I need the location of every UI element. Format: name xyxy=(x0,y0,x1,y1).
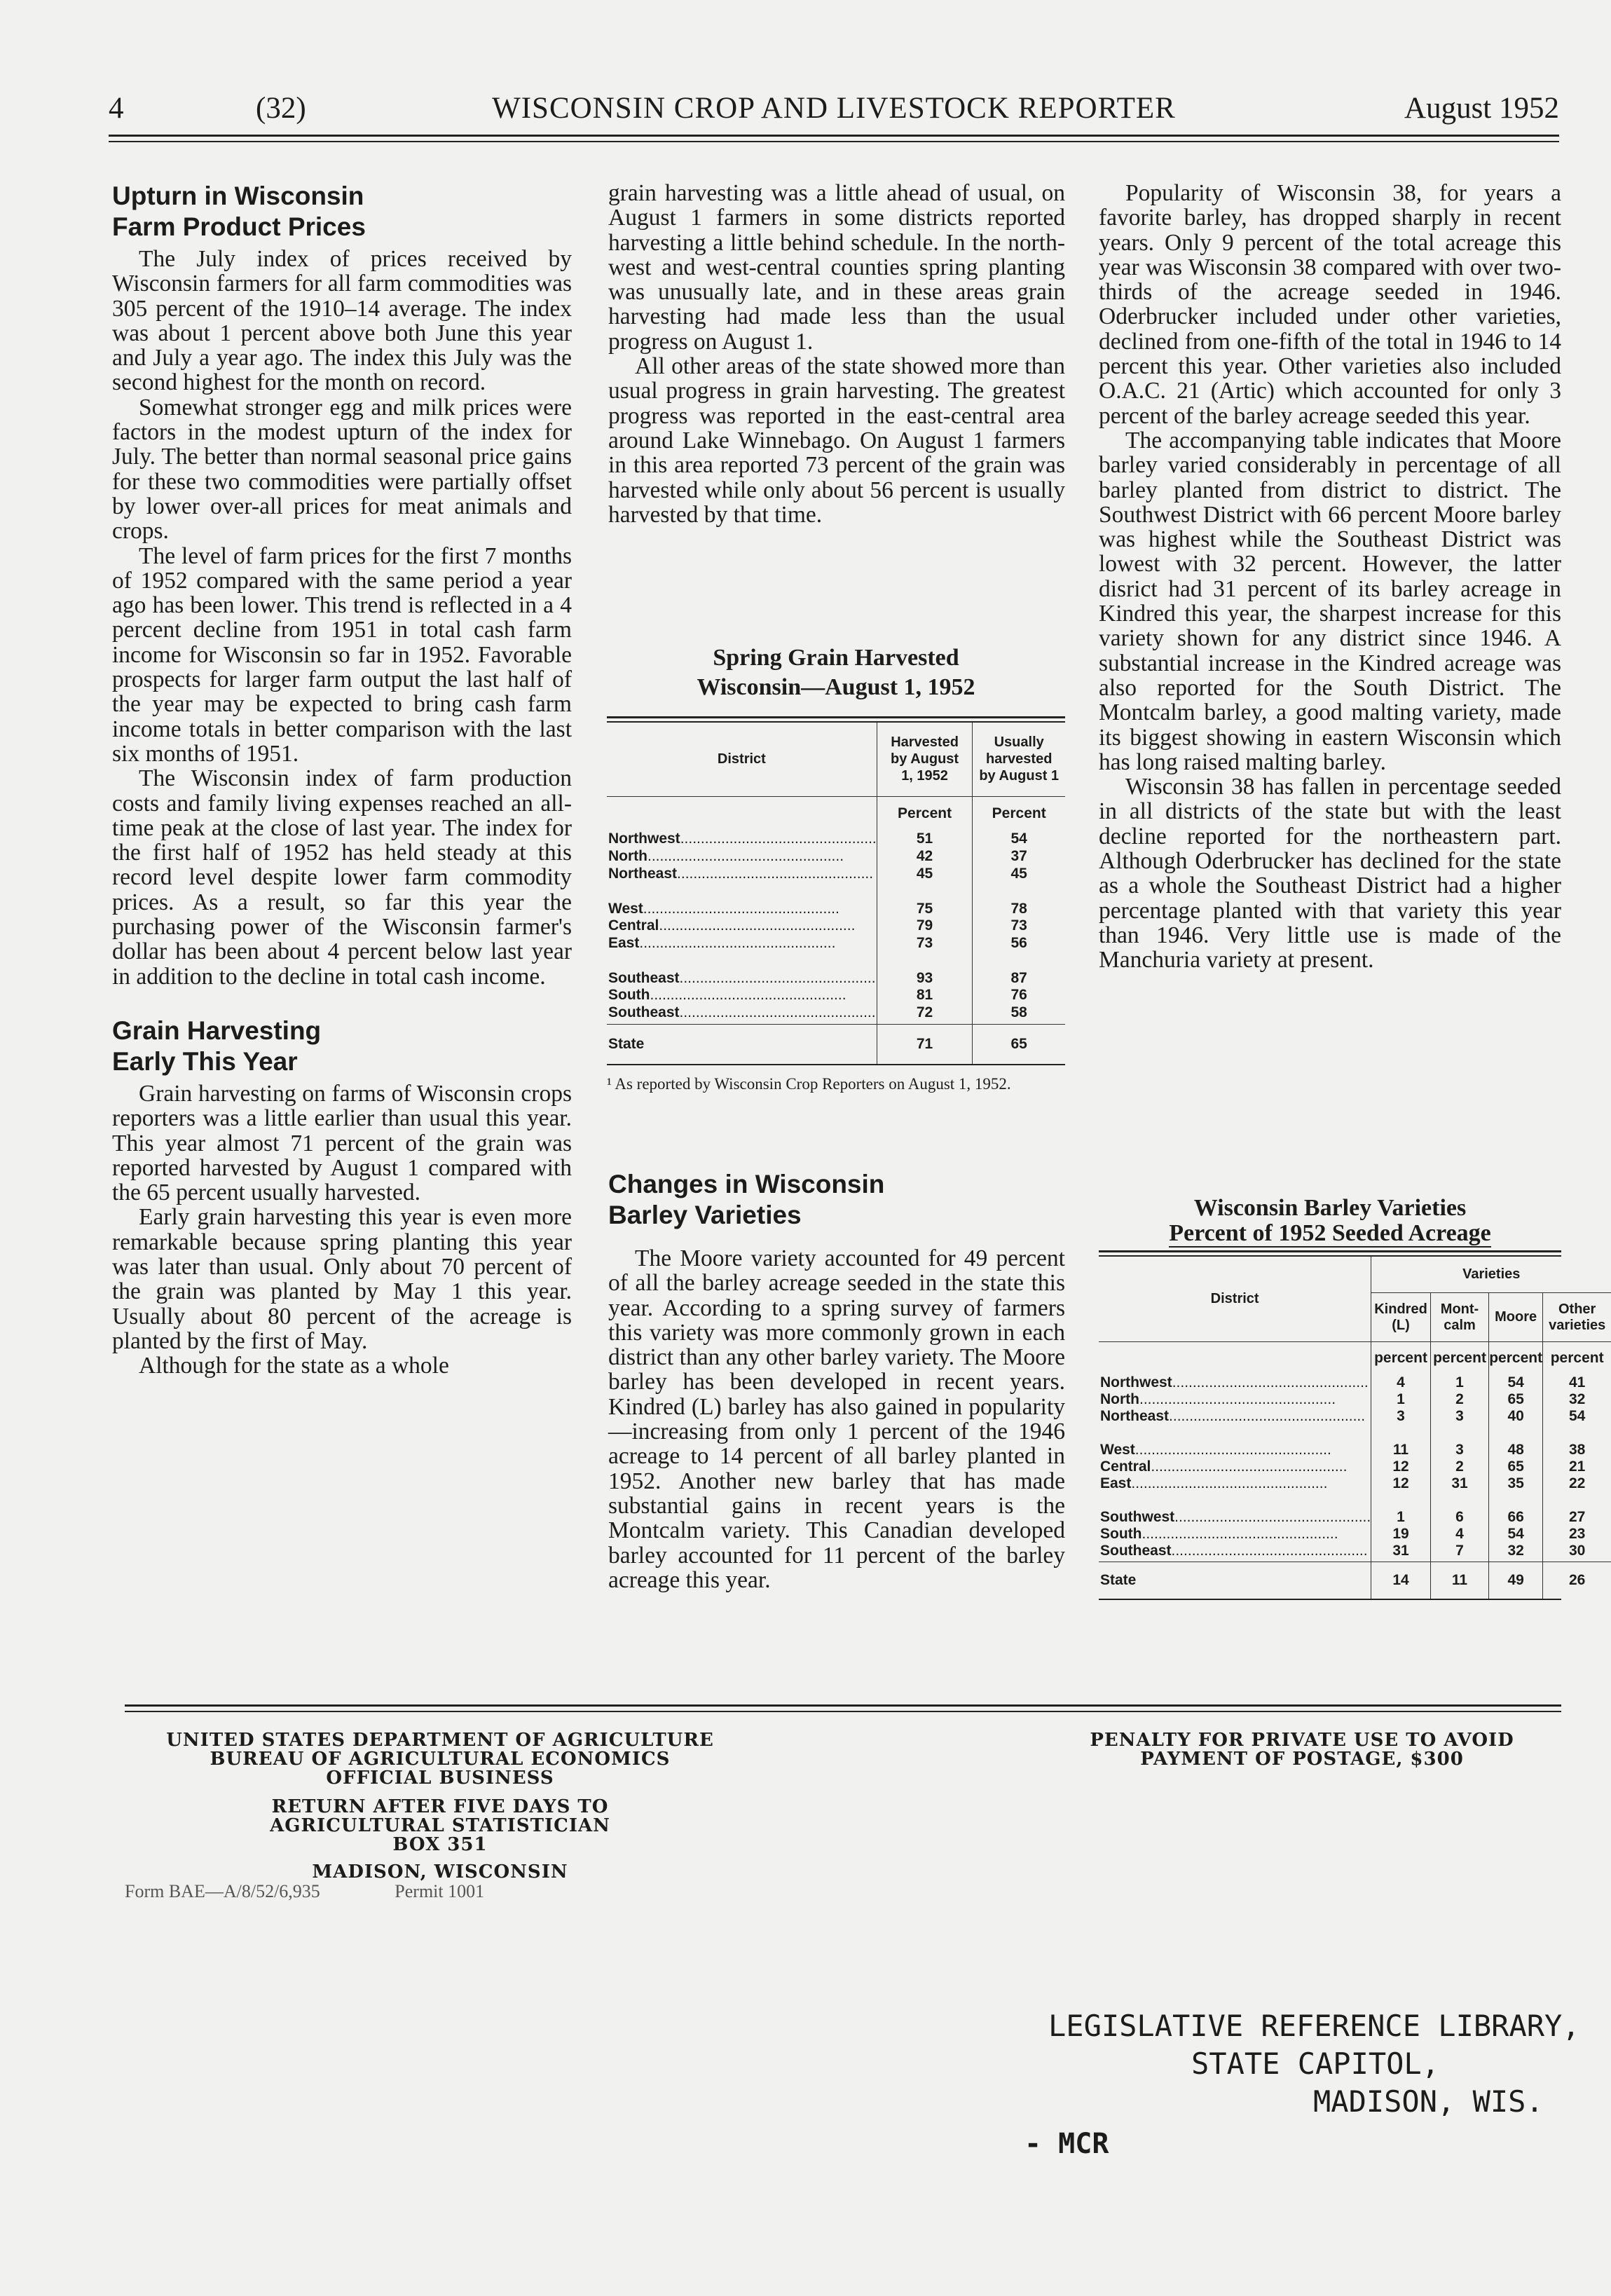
grain-value: 75 xyxy=(877,886,973,917)
barley-value: 66 xyxy=(1489,1495,1543,1526)
grain-unit: Percent xyxy=(877,797,973,831)
barley-value: 2 xyxy=(1430,1458,1488,1475)
leader-dots: ................................................ xyxy=(679,1004,876,1020)
leader-dots: ................................................ xyxy=(1131,1475,1328,1491)
barley-unit: percent xyxy=(1489,1342,1543,1374)
barley-state-label: State xyxy=(1100,1571,1137,1588)
header-rule-bottom xyxy=(109,141,1559,142)
barley-value: 4 xyxy=(1371,1374,1431,1391)
barley-row xyxy=(1099,1408,1611,1425)
grain-value: 58 xyxy=(973,1004,1065,1022)
penalty-line: PENALTY FOR PRIVATE USE TO AVOID xyxy=(1090,1730,1514,1751)
grain-table-footnote: ¹ As reported by Wisconsin Crop Reporters on August 1, 1952. xyxy=(607,1074,1011,1093)
grain-district xyxy=(607,935,877,952)
article-barley-heading: Changes in Wisconsin Barley Varieties xyxy=(608,1170,885,1229)
mailing-line: MADISON, WISCONSIN xyxy=(312,1861,568,1882)
leader-dots: ................................................ xyxy=(1139,1390,1336,1407)
leader-dots: ................................................ xyxy=(1172,1374,1369,1390)
barley-value: 7 xyxy=(1430,1543,1488,1559)
page-number: 4 xyxy=(109,92,124,125)
grain-row xyxy=(607,831,1065,848)
barley-value: 11 xyxy=(1371,1428,1431,1458)
mailing-line: BUREAU OF AGRICULTURAL ECONOMICS xyxy=(210,1749,671,1770)
grain-table xyxy=(607,723,1065,1064)
penalty-block xyxy=(1036,1731,1568,1769)
leader-dots: ................................................ xyxy=(677,866,874,882)
grain-unit: Percent xyxy=(973,797,1065,831)
grain-paragraph: All other areas of the state showed more than usual progress in grain harvesting. The greatest progress was reported in the east-central area around Lake Winnebago. On August 1 farmers in this area reported 73 percent of the grain was harvested while only about 56 percent is usually harvested by that time. xyxy=(608,353,1065,528)
leader-dots: ................................................ xyxy=(1142,1525,1338,1542)
grain-row xyxy=(607,935,1065,952)
grain-value: 73 xyxy=(877,935,973,952)
barley-value: 12 xyxy=(1371,1475,1431,1492)
barley-value: 54 xyxy=(1489,1374,1543,1391)
grain-col-usually: Usually harvested by August 1 xyxy=(973,723,1065,797)
grain-row xyxy=(607,955,1065,987)
barley-row xyxy=(1099,1374,1611,1391)
barley-district xyxy=(1099,1374,1371,1391)
barley-district xyxy=(1099,1391,1371,1408)
barley-paragraph: The Moore variety accounted for 49 percent of all the barley acreage seeded in the state this year. According to a spring survey of farmers this variety was more commonly grown in each district than any other barley variety. The Moore barley has been developed in recent years. Kindred (L) barley has also gained in popularity—increasing from only 1 percent of the 1946 acreage to 14 percent of all barley planted in 1952. Another new barley that has made substantial gains in recent years is the Montcalm variety. This Canadian developed barley accounted for 11 percent of the barley acreage this year. xyxy=(608,1245,1065,1593)
grain-value: 37 xyxy=(973,848,1065,866)
publication-title: WISCONSIN CROP AND LIVESTOCK REPORTER xyxy=(492,92,1176,125)
issue-number: (32) xyxy=(256,92,306,125)
leader-dots: ................................................ xyxy=(1151,1458,1348,1475)
leader-dots: ................................................ xyxy=(1169,1407,1366,1424)
grain-value: 81 xyxy=(877,987,973,1004)
barley-district-label: East xyxy=(1100,1475,1132,1491)
barley-row xyxy=(1099,1475,1611,1492)
barley-district-label: West xyxy=(1100,1441,1135,1458)
barley-col-kindred: Kindred (L) xyxy=(1371,1293,1431,1342)
barley-col-district: District xyxy=(1099,1257,1371,1342)
barley-paragraph: Popularity of Wisconsin 38, for years a favorite barley, has dropped sharply in recent years. Only 9 percent of the total acreage this year was Wisconsin 38 compared with over two-thirds of the acreage seeded in 1946. Oderbrucker included under other varieties, declined from one-fifth of the total in 1946 to 14 percent this year. Other varieties also included O.A.C. 21 (Artic) which accounted for only 3 percent of the barley acreage seeded this year. xyxy=(1099,180,1561,429)
form-number: Form BAE—A/8/52/6,935 xyxy=(125,1881,320,1901)
leader-dots: ................................................ xyxy=(680,831,877,847)
grain-value: 79 xyxy=(877,917,973,935)
grain-table-block xyxy=(607,643,1065,1093)
grain-value: 51 xyxy=(877,831,973,848)
barley-value: 22 xyxy=(1543,1475,1611,1492)
prices-paragraph: The July index of prices received by Wisconsin farmers for all farm commodities was 305 percent of the 1910–14 average. The index was about 1 percent above both June this year and July a year ago. The index this July was the second highest for the month on record. xyxy=(112,246,572,396)
grain-row xyxy=(607,987,1065,1004)
grain-district xyxy=(607,955,877,987)
barley-value: 32 xyxy=(1543,1391,1611,1408)
grain-row xyxy=(607,848,1065,866)
grain-row xyxy=(607,1004,1065,1022)
grain-state-harvested: 71 xyxy=(877,1025,973,1064)
mailing-line: BOX 351 xyxy=(392,1834,488,1855)
barley-district-label: South xyxy=(1100,1525,1142,1542)
prices-paragraph: The Wisconsin index of farm production costs and family living expenses reached an all-time peak at the close of last year. The index for the first half of 1952 has held steady at this record level despite lower farm commodity prices. As a result, so far this year the purchasing power of the Wisconsin farmer's dollar has been about 4 percent below last year in addition to the decline in total cash income. xyxy=(112,765,572,990)
grain-value: 54 xyxy=(973,831,1065,848)
grain-district-label: West xyxy=(608,900,643,917)
barley-table xyxy=(1099,1257,1611,1599)
mailing-block xyxy=(125,1731,755,1901)
grain-value: 93 xyxy=(877,955,973,987)
barley-value: 6 xyxy=(1430,1495,1488,1526)
address-line: STATE CAPITOL, xyxy=(1191,2046,1440,2081)
grain-value: 87 xyxy=(973,955,1065,987)
grain-paragraph: Grain harvesting on farms of Wisconsin crops reporters was a little earlier than usual this year. This year almost 71 percent of the grain was reported harvested by August 1 compared with the 65 percent usually harvested. xyxy=(112,1080,572,1206)
column-2-lower xyxy=(608,1169,1065,1592)
barley-col-varieties: Varieties xyxy=(1371,1257,1611,1293)
leader-dots: ................................................ xyxy=(1171,1542,1368,1559)
grain-value: 45 xyxy=(973,866,1065,883)
permit-number: Permit 1001 xyxy=(395,1881,485,1901)
barley-value: 65 xyxy=(1489,1391,1543,1408)
barley-value: 40 xyxy=(1489,1408,1543,1425)
column-3 xyxy=(1099,181,1561,973)
barley-state-value: 49 xyxy=(1489,1562,1543,1599)
barley-row xyxy=(1099,1495,1611,1526)
footer-rule-top xyxy=(125,1704,1561,1707)
column-1 xyxy=(112,181,572,1378)
grain-value: 45 xyxy=(877,866,973,883)
issue-date: August 1952 xyxy=(1404,92,1559,125)
grain-district xyxy=(607,886,877,917)
barley-district xyxy=(1099,1408,1371,1425)
barley-table-title: Wisconsin Barley Varieties Percent of 1952 Seeded Acreage xyxy=(1169,1195,1491,1246)
barley-value: 31 xyxy=(1430,1475,1488,1492)
barley-district xyxy=(1099,1526,1371,1543)
grain-value: 76 xyxy=(973,987,1065,1004)
barley-value: 2 xyxy=(1430,1391,1488,1408)
column-2 xyxy=(608,181,1065,527)
barley-row xyxy=(1099,1428,1611,1458)
address-line: LEGISLATIVE REFERENCE LIBRARY, xyxy=(1048,2009,1580,2043)
grain-district xyxy=(607,831,877,848)
mailing-line: RETURN AFTER FIVE DAYS TO xyxy=(271,1796,609,1817)
grain-district-label: East xyxy=(608,935,640,951)
barley-value: 41 xyxy=(1543,1374,1611,1391)
barley-row xyxy=(1099,1458,1611,1475)
grain-paragraph: grain harvesting was a little ahead of usual, on August 1 farmers in some districts reported harvesting a little behind schedule. In the north-west and west-central counties spring planting was unusually late, and in these areas grain harvesting had made less than the usual progress on August 1. xyxy=(608,180,1065,355)
leader-dots: ................................................ xyxy=(679,969,876,986)
leader-dots: ................................................ xyxy=(643,900,839,917)
grain-col-district: District xyxy=(717,751,766,767)
grain-value: 73 xyxy=(973,917,1065,935)
grain-district-label: South xyxy=(608,987,650,1003)
barley-paragraph: The accompanying table indicates that Moore barley varied considerably in percentage of all barley planted from district to district. The Southwest District with 66 percent Moore barley was highest while the Southeast District was lowest with 32 percent. However, the latter disrict had 31 percent of its barley acreage in Kindred this year, the sharpest increase for this variety shown for any district since 1946. A substantial increase in the Kindred acreage was also reported for the South District. The Montcalm barley, a good malting variety, made its biggest showing in eastern Wisconsin which has long raised malting barley. xyxy=(1099,427,1561,775)
barley-value: 12 xyxy=(1371,1458,1431,1475)
barley-district-label: North xyxy=(1100,1390,1139,1407)
barley-col-other: Other varieties xyxy=(1543,1293,1611,1342)
barley-value: 30 xyxy=(1543,1543,1611,1559)
leader-dots: ................................................ xyxy=(639,935,836,951)
barley-value: 23 xyxy=(1543,1526,1611,1543)
grain-row xyxy=(607,866,1065,883)
barley-value: 54 xyxy=(1489,1526,1543,1543)
grain-state-usually: 65 xyxy=(973,1025,1065,1064)
grain-row xyxy=(607,917,1065,935)
barley-paragraph: Wisconsin 38 has fallen in percentage seeded in all districts of the state but with the least decline reported for the northeastern part. Although Oderbrucker has declined for the state as a whole the Southeast District had a higher percentage planted with that variety this year than 1946. Very little use is made of the Manchuria variety at present. xyxy=(1099,774,1561,973)
barley-value: 3 xyxy=(1430,1428,1488,1458)
barley-value: 21 xyxy=(1543,1458,1611,1475)
leader-dots: ................................................ xyxy=(650,987,846,1003)
barley-district xyxy=(1099,1543,1371,1559)
barley-value: 3 xyxy=(1430,1408,1488,1425)
article-prices-heading: Upturn in Wisconsin Farm Product Prices xyxy=(112,182,366,241)
barley-district xyxy=(1099,1475,1371,1492)
grain-paragraph: Early grain harvesting this year is even more remarkable because spring planting this year was later than usual. Only about 70 percent of the grain was planted by May 1 this year. Usually about 80 percent of the acreage is planted by the first of May. xyxy=(112,1204,572,1354)
leader-dots: ................................................ xyxy=(647,848,844,864)
leader-dots: ................................................ xyxy=(1134,1441,1331,1458)
prices-paragraph: Somewhat stronger egg and milk prices were factors in the modest upturn of the index for July. The better than normal seasonal price gains for these two commodities were partially offset by lower over-all prices for meat animals and crops. xyxy=(112,394,572,545)
barley-state-value: 26 xyxy=(1543,1562,1611,1599)
barley-state-value: 14 xyxy=(1371,1562,1431,1599)
barley-value: 38 xyxy=(1543,1428,1611,1458)
barley-value: 3 xyxy=(1371,1408,1431,1425)
footer-rule-bottom xyxy=(125,1711,1561,1712)
barley-district-label: Central xyxy=(1100,1458,1151,1475)
page-header xyxy=(109,91,1559,133)
barley-district xyxy=(1099,1458,1371,1475)
barley-value: 31 xyxy=(1371,1543,1431,1559)
barley-col-moore: Moore xyxy=(1489,1293,1543,1342)
leader-dots: ................................................ xyxy=(659,917,856,934)
grain-paragraph: Although for the state as a whole xyxy=(139,1353,449,1379)
barley-value: 1 xyxy=(1430,1374,1488,1391)
address-stamp xyxy=(1048,2007,1581,2121)
grain-district-label: Northwest xyxy=(608,831,680,847)
barley-value: 54 xyxy=(1543,1408,1611,1425)
barley-row xyxy=(1099,1543,1611,1559)
mailing-line: OFFICIAL BUSINESS xyxy=(326,1768,554,1789)
grain-district xyxy=(607,848,877,866)
barley-value: 48 xyxy=(1489,1428,1543,1458)
grain-district-label: Southeast xyxy=(608,1004,680,1020)
grain-value: 78 xyxy=(973,886,1065,917)
prices-paragraph: The level of farm prices for the first 7 months of 1952 compared with the same period a year ago has been lower. This trend is reflected in a 4 percent decline from 1951 in total cash farm income for Wisconsin so far in 1952. Favorable prospects for larger farm output the last half of the year may be expected to bring cash farm income totals in better comparison with the last six months of 1951. xyxy=(112,542,572,767)
leader-dots: ................................................ xyxy=(1174,1508,1371,1525)
handwritten-initials: - MCR xyxy=(1024,2128,1109,2160)
grain-value: 72 xyxy=(877,1004,973,1022)
barley-unit: percent xyxy=(1543,1342,1611,1374)
article-grain-heading: Grain Harvesting Early This Year xyxy=(112,1016,322,1076)
grain-col-harvested: Harvested by August 1, 1952 xyxy=(877,723,973,797)
barley-state-value: 11 xyxy=(1430,1562,1488,1599)
mailing-line: AGRICULTURAL STATISTICIAN xyxy=(270,1815,610,1836)
barley-district-label: Southwest xyxy=(1100,1508,1175,1525)
form-permit-line xyxy=(125,1882,755,1901)
grain-district xyxy=(607,987,877,1004)
barley-district xyxy=(1099,1495,1371,1526)
grain-row xyxy=(607,886,1065,917)
barley-table-block xyxy=(1099,1195,1606,1600)
penalty-line: PAYMENT OF POSTAGE, $300 xyxy=(1140,1749,1464,1770)
barley-unit: percent xyxy=(1371,1342,1431,1374)
barley-value: 27 xyxy=(1543,1495,1611,1526)
barley-value: 1 xyxy=(1371,1495,1431,1526)
grain-district xyxy=(607,917,877,935)
grain-district-label: Southeast xyxy=(608,969,680,986)
header-rule-top xyxy=(109,135,1559,137)
barley-district-label: Northeast xyxy=(1100,1407,1170,1424)
grain-value: 56 xyxy=(973,935,1065,952)
grain-district xyxy=(607,866,877,883)
barley-value: 32 xyxy=(1489,1543,1543,1559)
mailing-line: UNITED STATES DEPARTMENT OF AGRICULTURE xyxy=(166,1730,714,1751)
barley-col-montcalm: Mont-calm xyxy=(1430,1293,1488,1342)
barley-value: 65 xyxy=(1489,1458,1543,1475)
address-line: MADISON, WIS. xyxy=(1313,2084,1544,2119)
barley-value: 1 xyxy=(1371,1391,1431,1408)
barley-value: 19 xyxy=(1371,1526,1431,1543)
grain-district-label: Northeast xyxy=(608,866,678,882)
barley-district-label: Northwest xyxy=(1100,1374,1172,1390)
barley-row xyxy=(1099,1391,1611,1408)
grain-value: 42 xyxy=(877,848,973,866)
grain-district-label: North xyxy=(608,848,647,864)
barley-unit: percent xyxy=(1430,1342,1488,1374)
grain-district xyxy=(607,1004,877,1022)
grain-table-title: Spring Grain Harvested Wisconsin—August 1, 1952 xyxy=(697,645,975,700)
grain-state-label: State xyxy=(608,1035,645,1052)
barley-district-label: Southeast xyxy=(1100,1542,1172,1559)
barley-row xyxy=(1099,1526,1611,1543)
grain-district-label: Central xyxy=(608,917,659,934)
barley-value: 35 xyxy=(1489,1475,1543,1492)
barley-district xyxy=(1099,1428,1371,1458)
barley-value: 4 xyxy=(1430,1526,1488,1543)
